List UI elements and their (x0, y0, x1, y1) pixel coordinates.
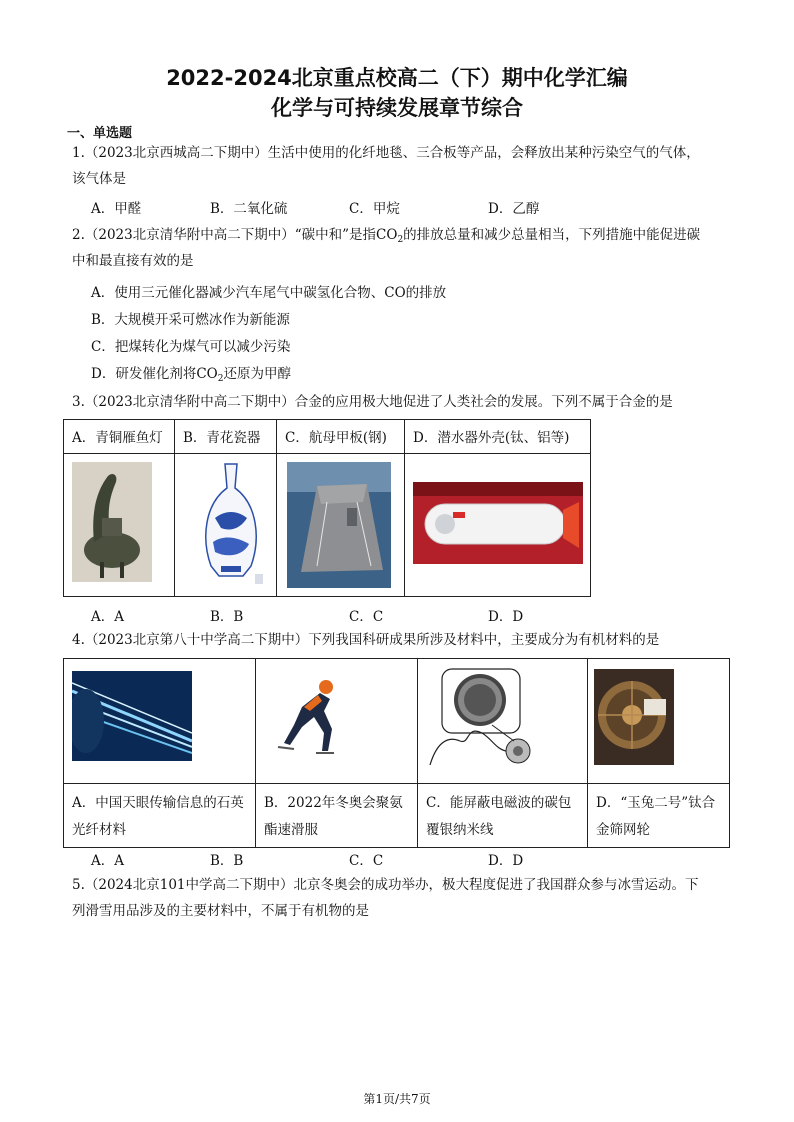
q4-option-d: D．D (488, 853, 524, 869)
q3-cell-a-caption: A．青铜雁鱼灯 (64, 420, 175, 454)
bronze-goose-lamp-image (72, 462, 152, 582)
aircraft-carrier-deck-image (287, 462, 391, 588)
q4-cell-b-image (256, 659, 418, 784)
doc-title-line1: 2022-2024北京重点校高二（下）期中化学汇编 (166, 66, 628, 90)
q2-option-b: B．大规模开采可燃冰作为新能源 (91, 312, 290, 328)
q3-cell-b-image (175, 454, 277, 597)
q3-option-a: A．A (91, 609, 124, 625)
q3-cell-c-caption: C．航母甲板(钢) (277, 420, 405, 454)
q1-option-c: C．甲烷 (349, 201, 400, 217)
q1-stem-line2: 该气体是 (72, 171, 126, 187)
q3-cell-c-image (277, 454, 405, 597)
q1-option-b: B．二氧化硫 (210, 201, 288, 217)
q3-option-d: D．D (488, 609, 524, 625)
blue-white-porcelain-image (191, 458, 271, 586)
silver-nanowire-diagram-image (426, 665, 556, 775)
q1-stem-line1: 1.（2023北京西城高二下期中）生活中使用的化纤地毯、三合板等产品，会释放出某种污染空气的气体， (72, 145, 700, 161)
q4-option-b: B．B (210, 853, 244, 869)
q4-cell-c-caption: C．能屏蔽电磁波的碳包覆银纳米线 (418, 784, 588, 848)
q4-cell-b-caption: B．2022年冬奥会聚氨酯速滑服 (256, 784, 418, 848)
q1-option-d: D．乙醇 (488, 201, 540, 217)
q2-stem-line2: 中和最直接有效的是 (72, 253, 194, 269)
q2-stem-line1: 2.（2023北京清华附中高二下期中）“碳中和”是指$CO_2$的排放总量和减少总量相当，下列措施中能促进碳 (72, 227, 701, 245)
q2-option-d: D．研发催化剂将$CO_2$还原为甲醇 (91, 366, 291, 384)
q4-cell-a-image (64, 659, 256, 784)
speed-skating-suit-image (264, 673, 364, 759)
q4-cell-d-caption: D．“玉兔二号”钛合金筛网轮 (588, 784, 730, 848)
q3-cell-b-caption: B．青花瓷器 (175, 420, 277, 454)
q5-stem-line1: 5.（2024北京101中学高二下期中）北京冬奥会的成功举办，极大程度促进了我国群众参与冰雪运动。下 (72, 877, 699, 893)
q4-table (63, 658, 730, 848)
q1-option-a: A．甲醛 (91, 201, 142, 217)
q5-stem-line2: 列滑雪用品涉及的主要材料中，不属于有机物的是 (72, 903, 369, 919)
q4-option-a: A．A (91, 853, 124, 869)
q3-cell-a-image (64, 454, 175, 597)
q4-stem: 4.（2023北京第八十中学高二下期中）下列我国科研成果所涉及材料中，主要成分为有机材料的是 (72, 632, 660, 648)
q2-option-a: A．使用三元催化器减少汽车尾气中碳氢化合物、CO的排放 (91, 285, 447, 301)
doc-title-line2: 化学与可持续发展章节综合 (271, 96, 523, 120)
page-footer: 第1页/共7页 (363, 1092, 431, 1106)
optical-fiber-image (72, 671, 192, 761)
q4-cell-c-image (418, 659, 588, 784)
q3-option-b: B．B (210, 609, 244, 625)
submersible-hull-image (413, 482, 583, 564)
q3-option-c: C．C (349, 609, 384, 625)
q2-option-c: C．把煤转化为煤气可以减少污染 (91, 339, 291, 355)
q4-cell-a-caption: A．中国天眼传输信息的石英光纤材料 (64, 784, 256, 848)
q4-cell-d-image (588, 659, 730, 784)
lunar-rover-wheel-image (594, 669, 674, 765)
q3-table (63, 419, 591, 597)
q3-stem: 3.（2023北京清华附中高二下期中）合金的应用极大地促进了人类社会的发展。下列不属于合金的是 (72, 394, 673, 410)
section-heading: 一、单选题 (67, 126, 133, 141)
q3-cell-d-image (405, 454, 591, 597)
q4-option-c: C．C (349, 853, 384, 869)
q3-cell-d-caption: D．潜水器外壳(钛、铝等) (405, 420, 591, 454)
